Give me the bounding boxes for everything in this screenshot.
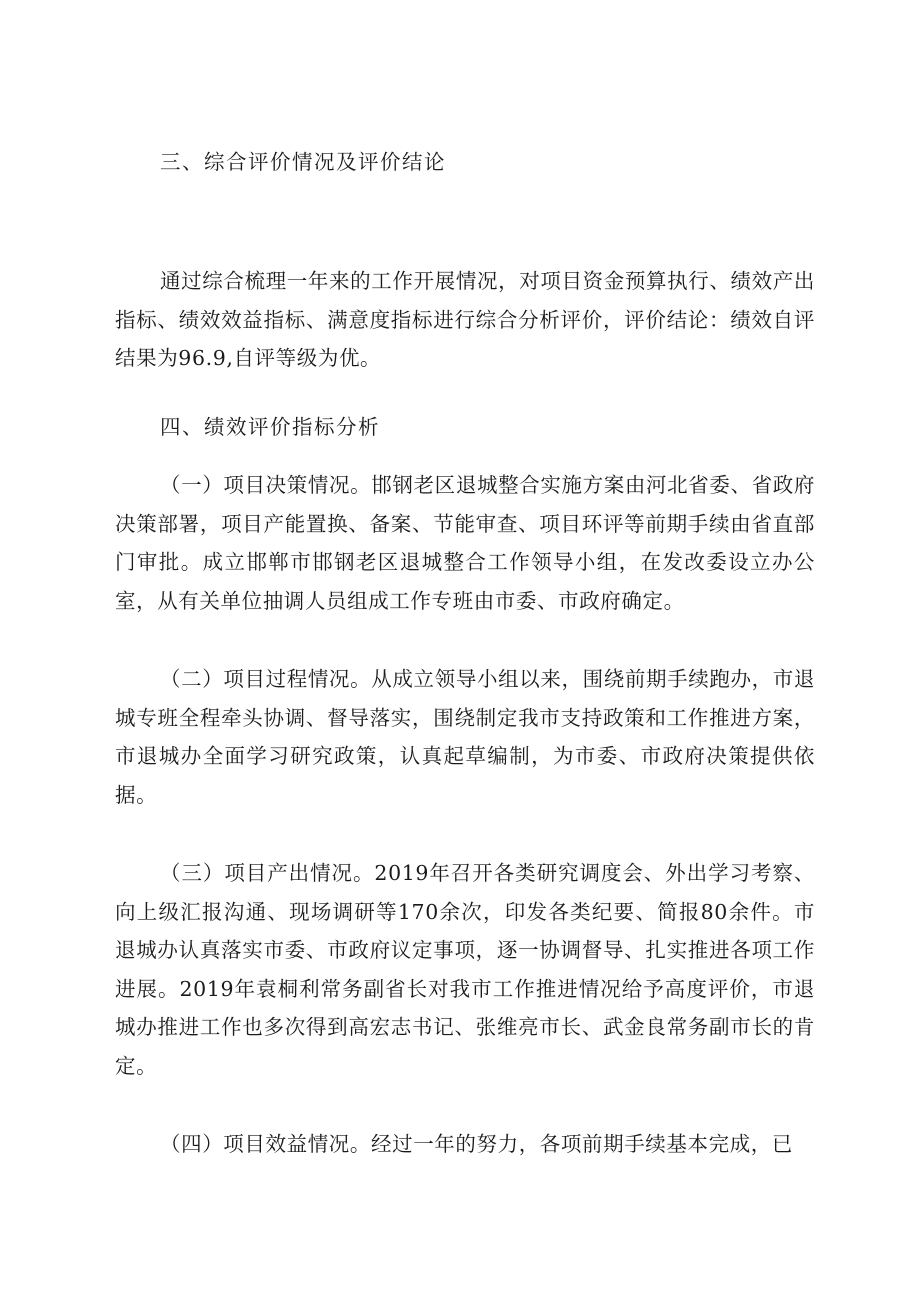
section-heading-4: 四、绩效评价指标分析 [160,415,380,439]
paragraph-process: （二）项目过程情况。从成立领导小组以来，围绕前期手续跑办，市退城专班全程牵头协调、督导落实，围绕制定我市支持政策和工作推进方案，市退城办全面学习研究政策，认真起草编制，为市委、市政府决策提供依据。 [115,667,815,807]
paragraph-benefit: （四）项目效益情况。经过一年的努力，各项前期手续基本完成，已 [160,1132,793,1156]
paragraph-decision: （一）项目决策情况。邯钢老区退城整合实施方案由河北省委、省政府决策部署，项目产能置换、备案、节能审查、项目环评等前期手续由省直部门审批。成立邯郸市邯钢老区退城整合工作领导小组，在发改委设立办公室，从有关单位抽调人员组成工作专班由市委、市政府确定。 [115,473,815,613]
section-heading-3: 三、综合评价情况及评价结论 [160,150,446,174]
paragraph-output: （三）项目产出情况。2019年召开各类研究调度会、外出学习考察、向上级汇报沟通、现场调研等170余次，印发各类纪要、简报80余件。市退城办认真落实市委、市政府议定事项，逐一协调督导、扎实推进各项工作进展。2019年袁桐利常务副省长对我市工作推进情况给予高度评价，市退城办推进工作也多次得到高宏志书记、张维亮市长、武金良常务副市长的肯定。 [115,861,815,1078]
paragraph-conclusion: 通过综合梳理一年来的工作开展情况，对项目资金预算执行、绩效产出指标、绩效效益指标、满意度指标进行综合分析评价，评价结论：绩效自评结果为96.9,自评等级为优。 [115,269,815,370]
